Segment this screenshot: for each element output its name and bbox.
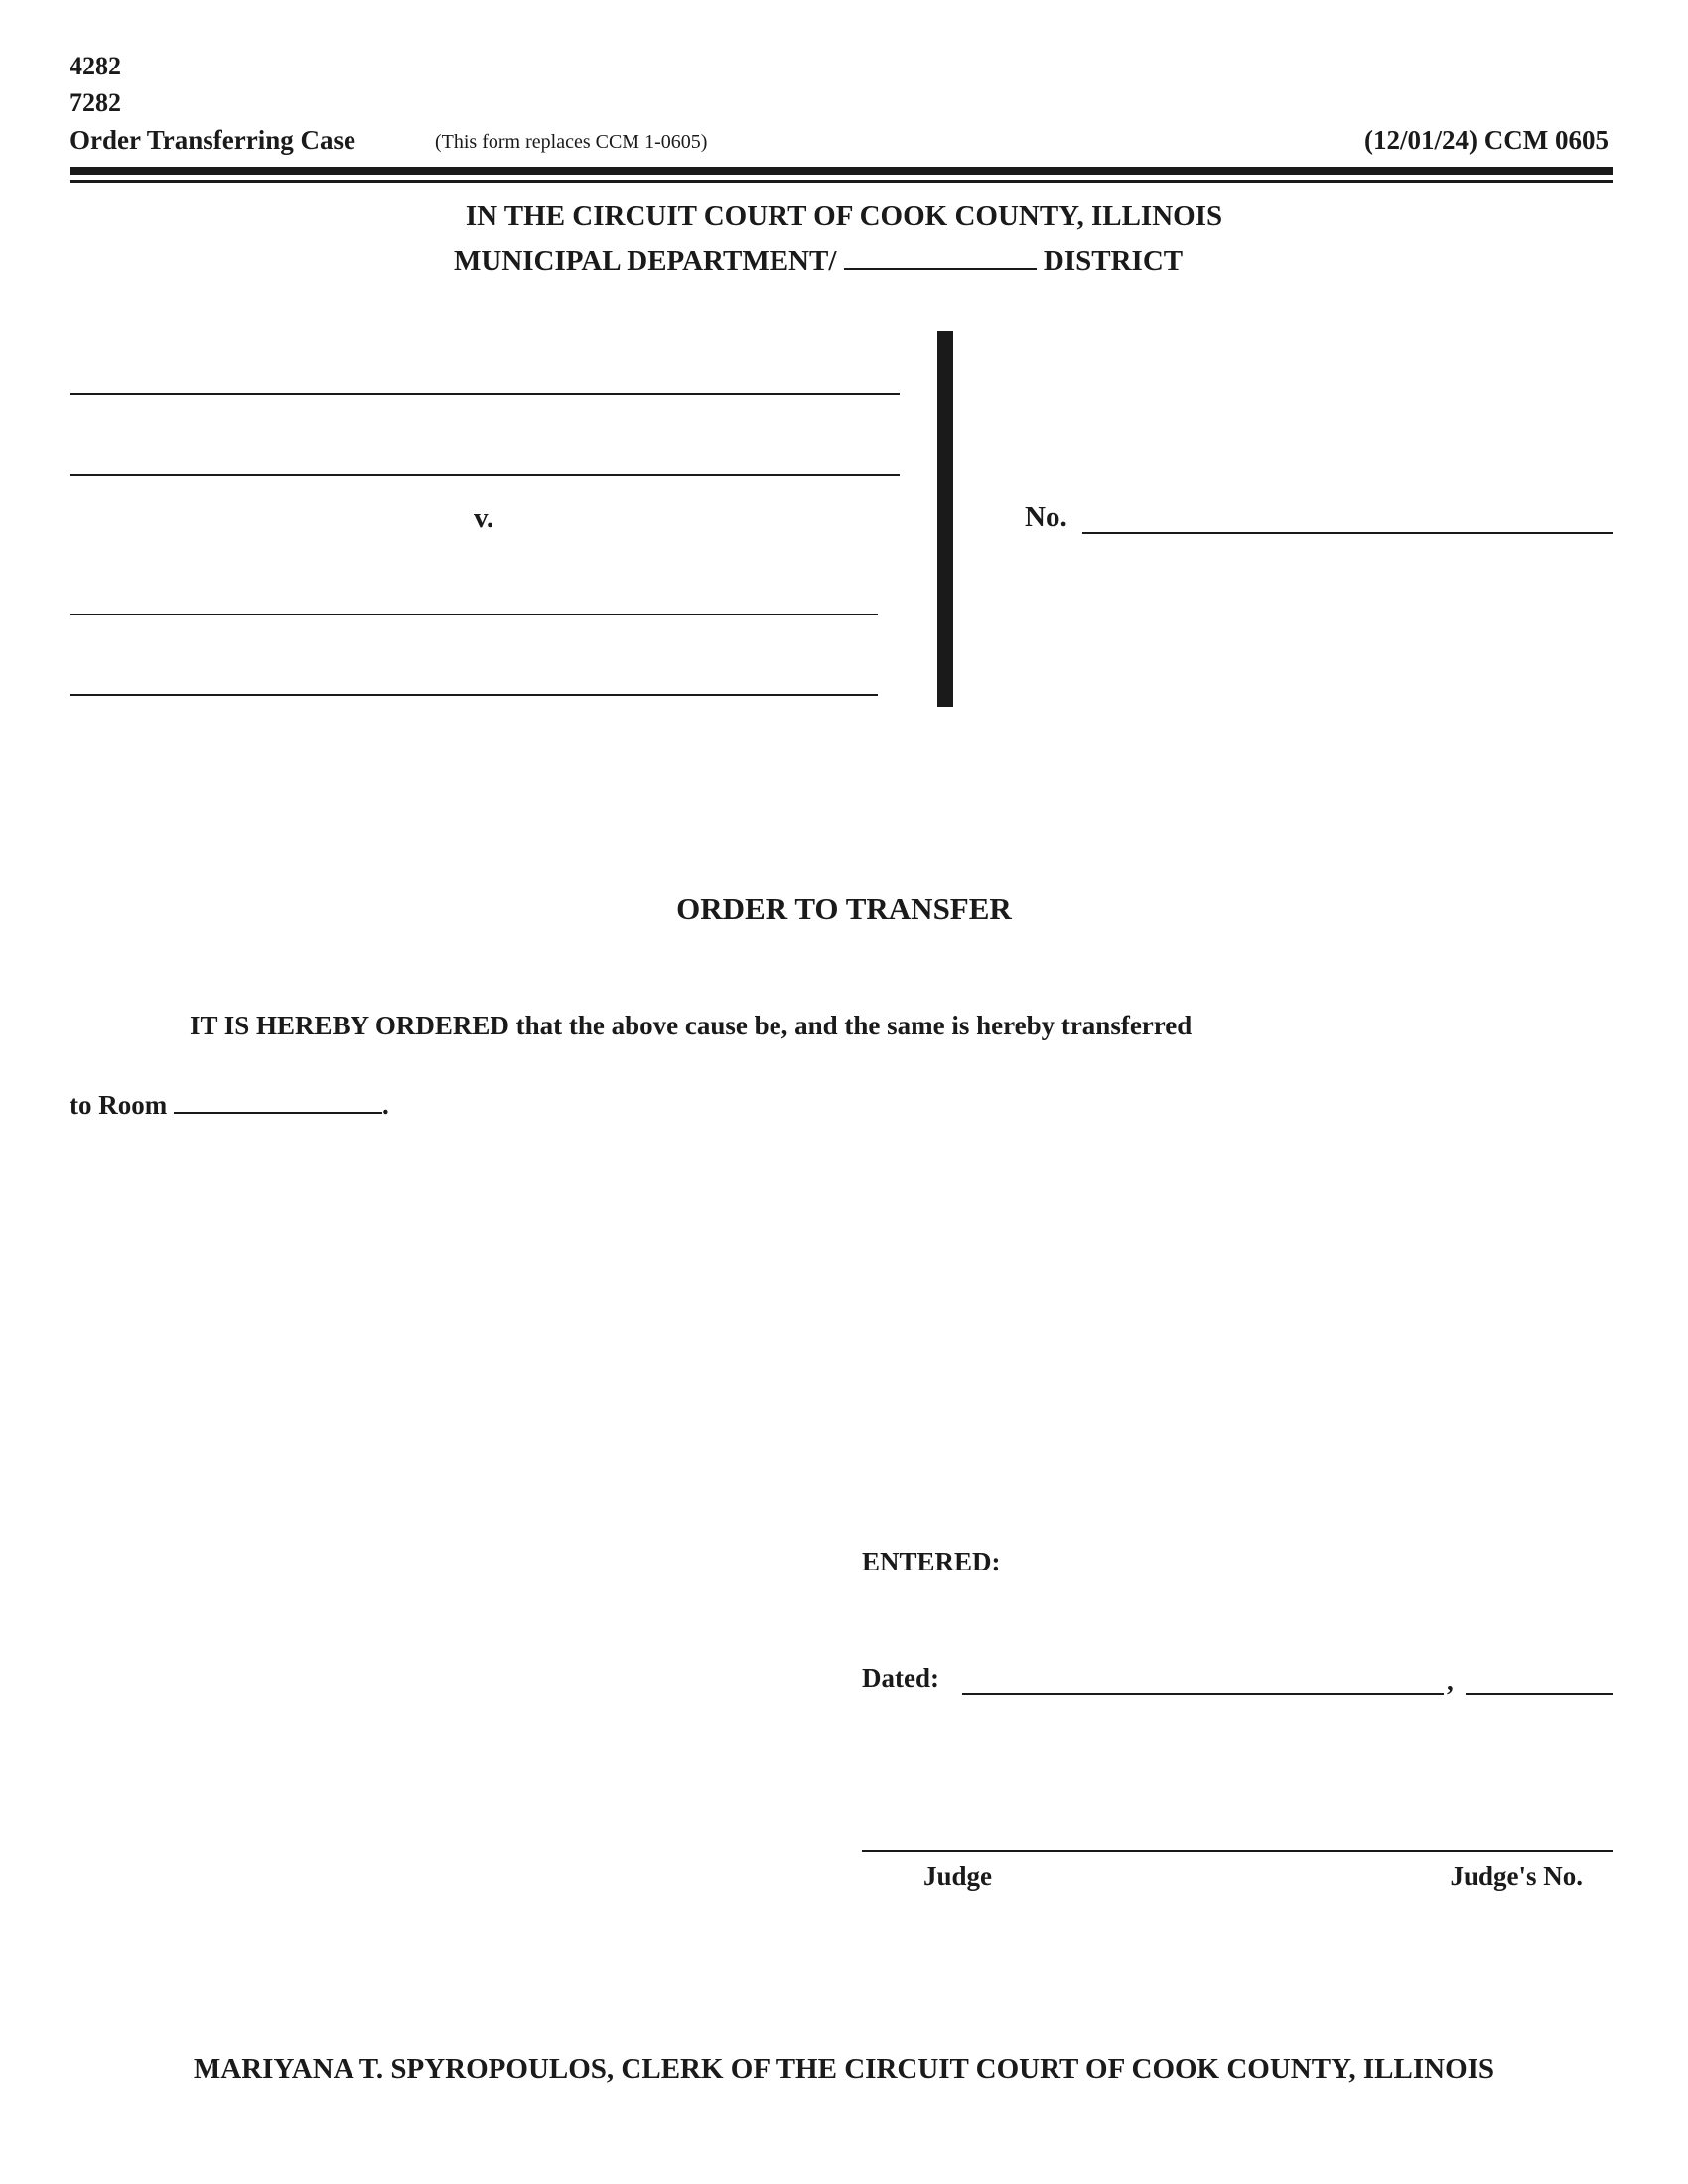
judge-signature-line[interactable]	[862, 1850, 1613, 1852]
date-comma: ,	[1447, 1666, 1454, 1696]
department-label: MUNICIPAL DEPARTMENT/	[454, 245, 837, 277]
dated-label: Dated:	[862, 1663, 939, 1693]
district-label: DISTRICT	[1043, 245, 1184, 277]
department-line	[454, 244, 1183, 276]
clerk-footer: MARIYANA T. SPYROPOULOS, CLERK OF THE CIRCUIT COURT OF COOK COUNTY, ILLINOIS	[193, 2053, 1495, 2085]
header-thin-rule	[70, 180, 1613, 183]
header-thick-rule	[70, 167, 1613, 175]
plaintiff-line-2[interactable]	[70, 474, 900, 476]
replaces-note: (This form replaces CCM 1-0605)	[435, 131, 708, 153]
entered-label: ENTERED:	[862, 1547, 1001, 1576]
caption-divider-bar	[937, 331, 953, 707]
year-field[interactable]	[1466, 1693, 1613, 1695]
versus-label: v.	[474, 502, 494, 534]
judge-number-label: Judge's No.	[1450, 1861, 1583, 1891]
case-number-label: No.	[1025, 501, 1067, 533]
order-text-rest: that the above cause be, and the same is hereby transferred	[508, 1011, 1193, 1040]
room-period: .	[381, 1090, 389, 1120]
form-code-4282: 4282	[70, 52, 121, 80]
form-revision: (12/01/24) CCM 0605	[1364, 125, 1609, 155]
order-title: ORDER TO TRANSFER	[676, 891, 1012, 926]
district-field[interactable]	[844, 244, 1037, 270]
room-line	[70, 1092, 389, 1119]
defendant-line-2[interactable]	[70, 694, 878, 696]
room-field[interactable]	[174, 1092, 382, 1114]
form-title: Order Transferring Case	[70, 125, 355, 155]
room-label: to Room	[70, 1090, 168, 1120]
form-code-7282: 7282	[70, 88, 121, 117]
date-field[interactable]	[962, 1693, 1444, 1695]
court-heading: IN THE CIRCUIT COURT OF COOK COUNTY, ILLINOIS	[465, 201, 1223, 232]
order-text-bold: IT IS HEREBY ORDERED	[190, 1011, 509, 1040]
order-text	[190, 1013, 1192, 1039]
defendant-line-1[interactable]	[70, 614, 878, 615]
judge-label: Judge	[923, 1861, 993, 1891]
case-number-field[interactable]	[1082, 532, 1613, 534]
plaintiff-line-1[interactable]	[70, 393, 900, 395]
